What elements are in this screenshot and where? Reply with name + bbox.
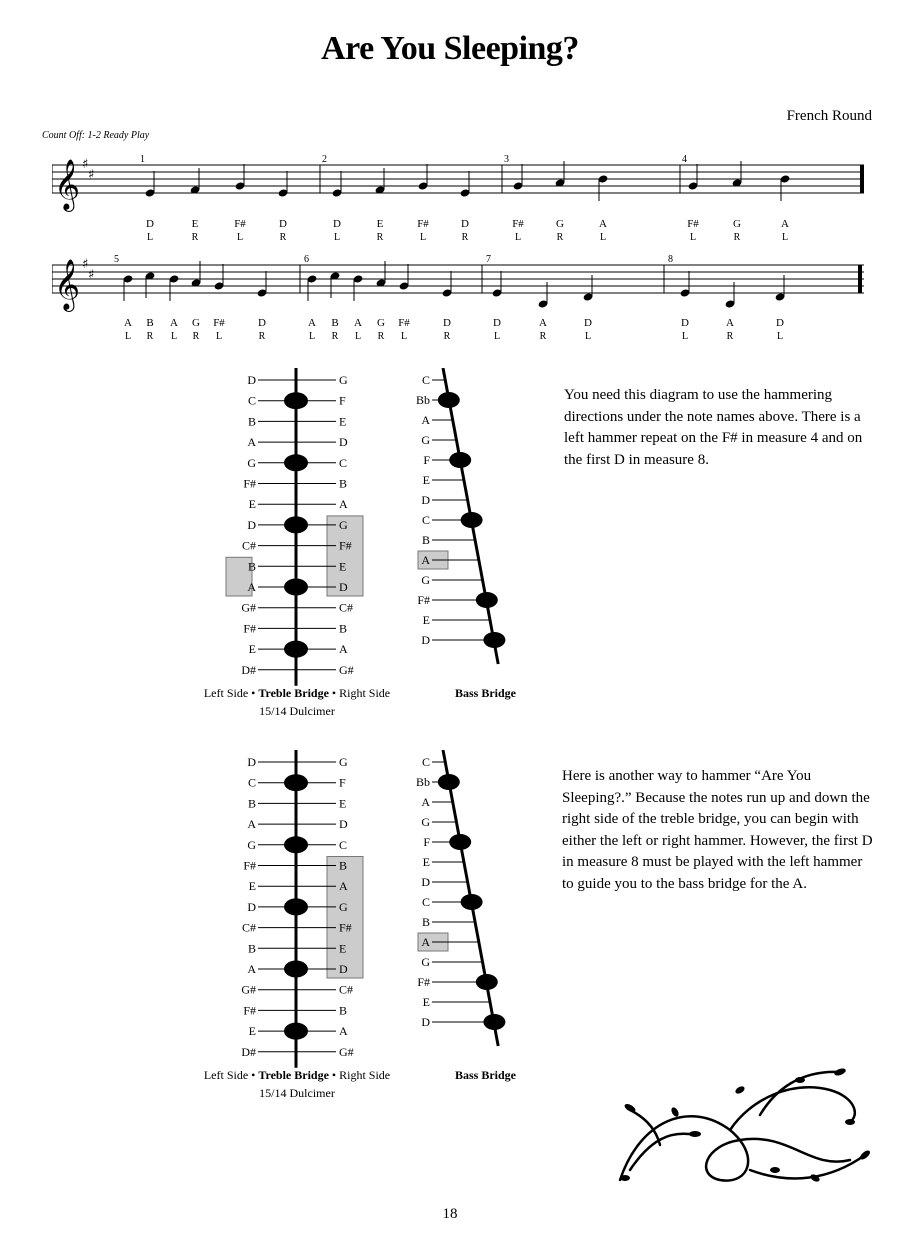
measure-number: 2 xyxy=(322,154,327,165)
note-names-line-2 xyxy=(0,317,900,347)
note-name: F# xyxy=(512,218,524,230)
treble-left-note: G xyxy=(247,455,256,470)
treble-right-note: A xyxy=(339,642,348,657)
treble-left-note: C# xyxy=(241,538,256,553)
bass-note: A xyxy=(421,795,430,809)
treble-right-note: D xyxy=(339,817,348,832)
note-name: A xyxy=(599,218,607,230)
hammer-hand: L xyxy=(776,331,784,342)
note-name: A xyxy=(308,317,316,329)
hammer-hand: L xyxy=(308,331,316,342)
hammer-marker xyxy=(483,1014,505,1030)
measure-number: 4 xyxy=(682,154,687,165)
bass-note: G xyxy=(421,573,430,587)
hammer-hand: R xyxy=(146,331,154,342)
diagram-2-explanation: Here is another way to hammer “Are You Sleeping?.” Because the notes run up and down the right side of the treble bridge, you can begin with either the left or right hammer. However, the first D in measure 8 must be played with the left hammer to guide you to the bass bridge for the A. xyxy=(562,768,873,892)
treble-right-note: G xyxy=(339,755,348,769)
bridge-drawing xyxy=(0,750,560,1070)
treble-right-note: C# xyxy=(339,600,354,615)
measure-number: 5 xyxy=(114,254,119,265)
hammer-marker xyxy=(449,452,471,468)
treble-right-note: F# xyxy=(339,538,352,553)
note-name: G xyxy=(192,317,200,329)
bass-note: C xyxy=(421,373,430,387)
bass-note: C xyxy=(421,513,430,527)
hammer-hand: L xyxy=(170,331,178,342)
hammer-marker xyxy=(476,592,498,608)
hammer-hand: R xyxy=(192,331,200,342)
bass-note: G xyxy=(421,433,430,447)
treble-right-note: F xyxy=(339,393,346,408)
treble-left-note: D xyxy=(247,899,256,914)
treble-right-note: F xyxy=(339,775,346,790)
vine-ornament xyxy=(600,1060,880,1200)
bass-note: Bb xyxy=(415,775,430,789)
hammer-hand: L xyxy=(354,331,362,342)
hammer-hand: L xyxy=(781,232,789,243)
hammer-hand: R xyxy=(461,232,469,243)
bass-note: C xyxy=(421,895,430,909)
caption-left-side: Left Side • xyxy=(203,686,259,700)
treble-right-note: D xyxy=(339,435,348,450)
note-name: A xyxy=(354,317,362,329)
note-name: F# xyxy=(417,218,429,230)
hammer-hand: L xyxy=(333,232,341,243)
measure-number: 6 xyxy=(304,254,309,265)
caption-treble-bridge: Treble Bridge xyxy=(258,1068,329,1082)
bass-note: C xyxy=(421,755,430,769)
bridge-diagram-2 xyxy=(0,750,560,1110)
treble-left-note: D# xyxy=(241,1044,256,1059)
bass-bridge-caption: Bass Bridge xyxy=(455,1068,517,1082)
note-name: D xyxy=(258,317,266,329)
bass-note: D xyxy=(421,875,430,889)
hammer-marker xyxy=(461,894,483,910)
note-name: D xyxy=(681,317,689,329)
hammer-marker xyxy=(284,516,308,533)
sharp-icon: ♯ xyxy=(82,157,89,172)
hammer-hand: R xyxy=(726,331,734,342)
bass-note: E xyxy=(422,613,430,627)
hammer-hand: L xyxy=(599,232,607,243)
treble-right-note: G# xyxy=(339,1044,354,1059)
treble-right-note: E xyxy=(339,559,347,574)
treble-left-note: C# xyxy=(241,920,256,935)
hammer-marker xyxy=(284,579,308,596)
treble-right-note: B xyxy=(339,476,348,491)
hammer-hand: R xyxy=(376,232,384,243)
treble-left-note: A xyxy=(247,580,256,594)
bass-note: A xyxy=(421,413,430,427)
treble-right-note: F# xyxy=(339,920,352,935)
caption-right-side: • Right Side xyxy=(328,686,391,700)
measure-number: 3 xyxy=(504,154,509,165)
hammer-marker xyxy=(284,836,308,853)
bass-note: F xyxy=(423,453,430,467)
hammer-hand: L xyxy=(584,331,592,342)
note-name: A xyxy=(170,317,178,329)
treble-right-note: E xyxy=(339,941,347,956)
bass-note: E xyxy=(422,995,430,1009)
note-name: D xyxy=(279,218,287,230)
hammer-hand: R xyxy=(556,232,564,243)
bass-note: B xyxy=(421,915,430,929)
bass-note: D xyxy=(421,1015,430,1029)
sharp-icon: ♯ xyxy=(88,167,95,183)
note-name: D xyxy=(333,218,341,230)
hammer-marker xyxy=(284,898,308,915)
note-name: A xyxy=(781,218,789,230)
bass-note: F xyxy=(423,835,430,849)
hammer-hand: L xyxy=(681,331,689,342)
treble-left-note: G# xyxy=(241,600,256,615)
hammer-hand: L xyxy=(215,331,223,342)
bass-note: B xyxy=(421,533,430,547)
note-name: G xyxy=(377,317,385,329)
diagram-1-explanation: You need this diagram to use the hammering directions under the note names above. There is a left hammer repeat on the F# in measure 4 and on the first D in measure 8. xyxy=(564,387,863,468)
sharp-icon: ♯ xyxy=(82,257,89,272)
treble-right-note: A xyxy=(339,879,348,894)
treble-left-note: D xyxy=(247,755,256,769)
song-origin: French Round xyxy=(786,108,872,124)
bass-note: F# xyxy=(417,593,430,607)
note-name: D xyxy=(493,317,501,329)
hammer-hand: R xyxy=(191,232,199,243)
treble-left-note: D# xyxy=(241,662,256,677)
hammer-marker xyxy=(284,961,308,978)
bass-note: F# xyxy=(417,975,430,989)
note-name: A xyxy=(539,317,547,329)
treble-left-note: D xyxy=(247,373,256,387)
treble-right-note: C# xyxy=(339,982,354,997)
hammer-marker xyxy=(284,1023,308,1040)
caption-right-side: • Right Side xyxy=(328,1068,391,1082)
dulcimer-model: 15/14 Dulcimer xyxy=(259,704,335,718)
treble-left-note: F# xyxy=(243,858,256,873)
hammer-marker xyxy=(284,774,308,791)
bass-note: A xyxy=(421,553,430,567)
bass-note: D xyxy=(421,493,430,507)
treble-left-note: F# xyxy=(243,621,256,636)
treble-right-note: E xyxy=(339,796,347,811)
hammer-marker xyxy=(449,834,471,850)
page-number: 18 xyxy=(442,1206,458,1222)
treble-left-note: E xyxy=(248,879,256,894)
hammer-hand: R xyxy=(443,331,451,342)
measure-number: 8 xyxy=(668,254,673,265)
treble-left-note: B xyxy=(247,796,256,811)
staff-line-1 xyxy=(52,150,864,220)
bridge-caption xyxy=(170,686,424,701)
bass-note: G xyxy=(421,815,430,829)
bridge-caption xyxy=(170,1068,424,1083)
hammer-hand: L xyxy=(493,331,501,342)
note-name: G xyxy=(733,218,741,230)
note-name: A xyxy=(726,317,734,329)
bass-note: Bb xyxy=(415,393,430,407)
bass-bridge-caption: Bass Bridge xyxy=(455,686,517,700)
note-name: F# xyxy=(234,218,246,230)
note-names-line-1 xyxy=(0,218,900,248)
treble-left-note: C xyxy=(247,775,256,790)
treble-right-note: D xyxy=(339,580,348,594)
treble-left-note: E xyxy=(248,497,256,512)
hammer-hand: L xyxy=(514,232,522,243)
caption-treble-bridge: Treble Bridge xyxy=(258,686,329,700)
hammer-marker xyxy=(438,774,460,790)
note-name: A xyxy=(124,317,132,329)
hammer-marker xyxy=(438,392,460,408)
hammer-hand: L xyxy=(419,232,427,243)
hammer-hand: R xyxy=(331,331,339,342)
note-name: B xyxy=(146,317,154,329)
hammer-marker xyxy=(483,632,505,648)
treble-clef-icon: 𝄞 xyxy=(54,259,81,310)
hammer-marker xyxy=(476,974,498,990)
bass-note: E xyxy=(422,855,430,869)
treble-left-note: B xyxy=(247,414,256,429)
sharp-icon: ♯ xyxy=(88,267,95,283)
bass-note: G xyxy=(421,955,430,969)
bass-note: E xyxy=(422,473,430,487)
hammer-hand: R xyxy=(279,232,287,243)
note-name: E xyxy=(376,218,384,230)
treble-right-note: B xyxy=(339,858,348,873)
treble-clef-icon: 𝄞 xyxy=(54,159,81,210)
note-name: D xyxy=(461,218,469,230)
treble-left-note: B xyxy=(247,559,256,574)
note-name: D xyxy=(443,317,451,329)
treble-left-note: F# xyxy=(243,476,256,491)
page-title: Are You Sleeping? xyxy=(321,30,579,67)
dulcimer-model: 15/14 Dulcimer xyxy=(259,1086,335,1100)
treble-left-note: A xyxy=(247,817,256,832)
treble-right-note: G xyxy=(339,373,348,387)
hammer-hand: R xyxy=(377,331,385,342)
caption-left-side: Left Side • xyxy=(203,1068,259,1082)
treble-left-note: E xyxy=(248,1024,256,1039)
hammer-hand: L xyxy=(124,331,132,342)
treble-left-note: E xyxy=(248,642,256,657)
note-highlight xyxy=(327,857,363,979)
treble-left-note: B xyxy=(247,941,256,956)
bass-note: A xyxy=(421,935,430,949)
note-name: F# xyxy=(213,317,225,329)
measure-number: 1 xyxy=(140,154,145,165)
bridge-diagram-1 xyxy=(0,368,560,728)
treble-right-note: G xyxy=(339,899,348,914)
treble-right-note: C xyxy=(339,837,348,852)
hammer-hand: R xyxy=(539,331,547,342)
treble-left-note: A xyxy=(247,962,256,976)
measure-number: 7 xyxy=(486,254,491,265)
treble-left-note: D xyxy=(247,517,256,532)
hammer-hand: L xyxy=(236,232,244,243)
hammer-marker xyxy=(284,454,308,471)
treble-left-note: G xyxy=(247,837,256,852)
treble-left-note: C xyxy=(247,393,256,408)
treble-left-note: A xyxy=(247,435,256,450)
staff-line-2 xyxy=(52,250,864,320)
note-name: F# xyxy=(687,218,699,230)
note-name: D xyxy=(776,317,784,329)
hammer-marker xyxy=(284,392,308,409)
treble-right-note: G xyxy=(339,517,348,532)
count-off: Count Off: 1-2 Ready Play xyxy=(42,130,150,141)
treble-right-note: C xyxy=(339,455,348,470)
note-name: G xyxy=(556,218,564,230)
treble-left-note: G# xyxy=(241,982,256,997)
treble-right-note: D xyxy=(339,962,348,976)
note-name: D xyxy=(146,218,154,230)
hammer-marker xyxy=(461,512,483,528)
note-name: F# xyxy=(398,317,410,329)
hammer-hand: L xyxy=(400,331,408,342)
note-name: E xyxy=(191,218,199,230)
treble-right-note: E xyxy=(339,414,347,429)
hammer-hand: L xyxy=(146,232,154,243)
treble-right-note: G# xyxy=(339,662,354,677)
treble-right-note: A xyxy=(339,1024,348,1039)
hammer-hand: L xyxy=(689,232,697,243)
treble-left-note: F# xyxy=(243,1003,256,1018)
hammer-hand: R xyxy=(258,331,266,342)
bridge-drawing xyxy=(0,368,560,688)
note-name: D xyxy=(584,317,592,329)
hammer-hand: R xyxy=(733,232,741,243)
bass-note: D xyxy=(421,633,430,647)
treble-right-note: B xyxy=(339,621,348,636)
treble-right-note: A xyxy=(339,497,348,512)
note-name: B xyxy=(331,317,339,329)
hammer-marker xyxy=(284,641,308,658)
treble-right-note: B xyxy=(339,1003,348,1018)
